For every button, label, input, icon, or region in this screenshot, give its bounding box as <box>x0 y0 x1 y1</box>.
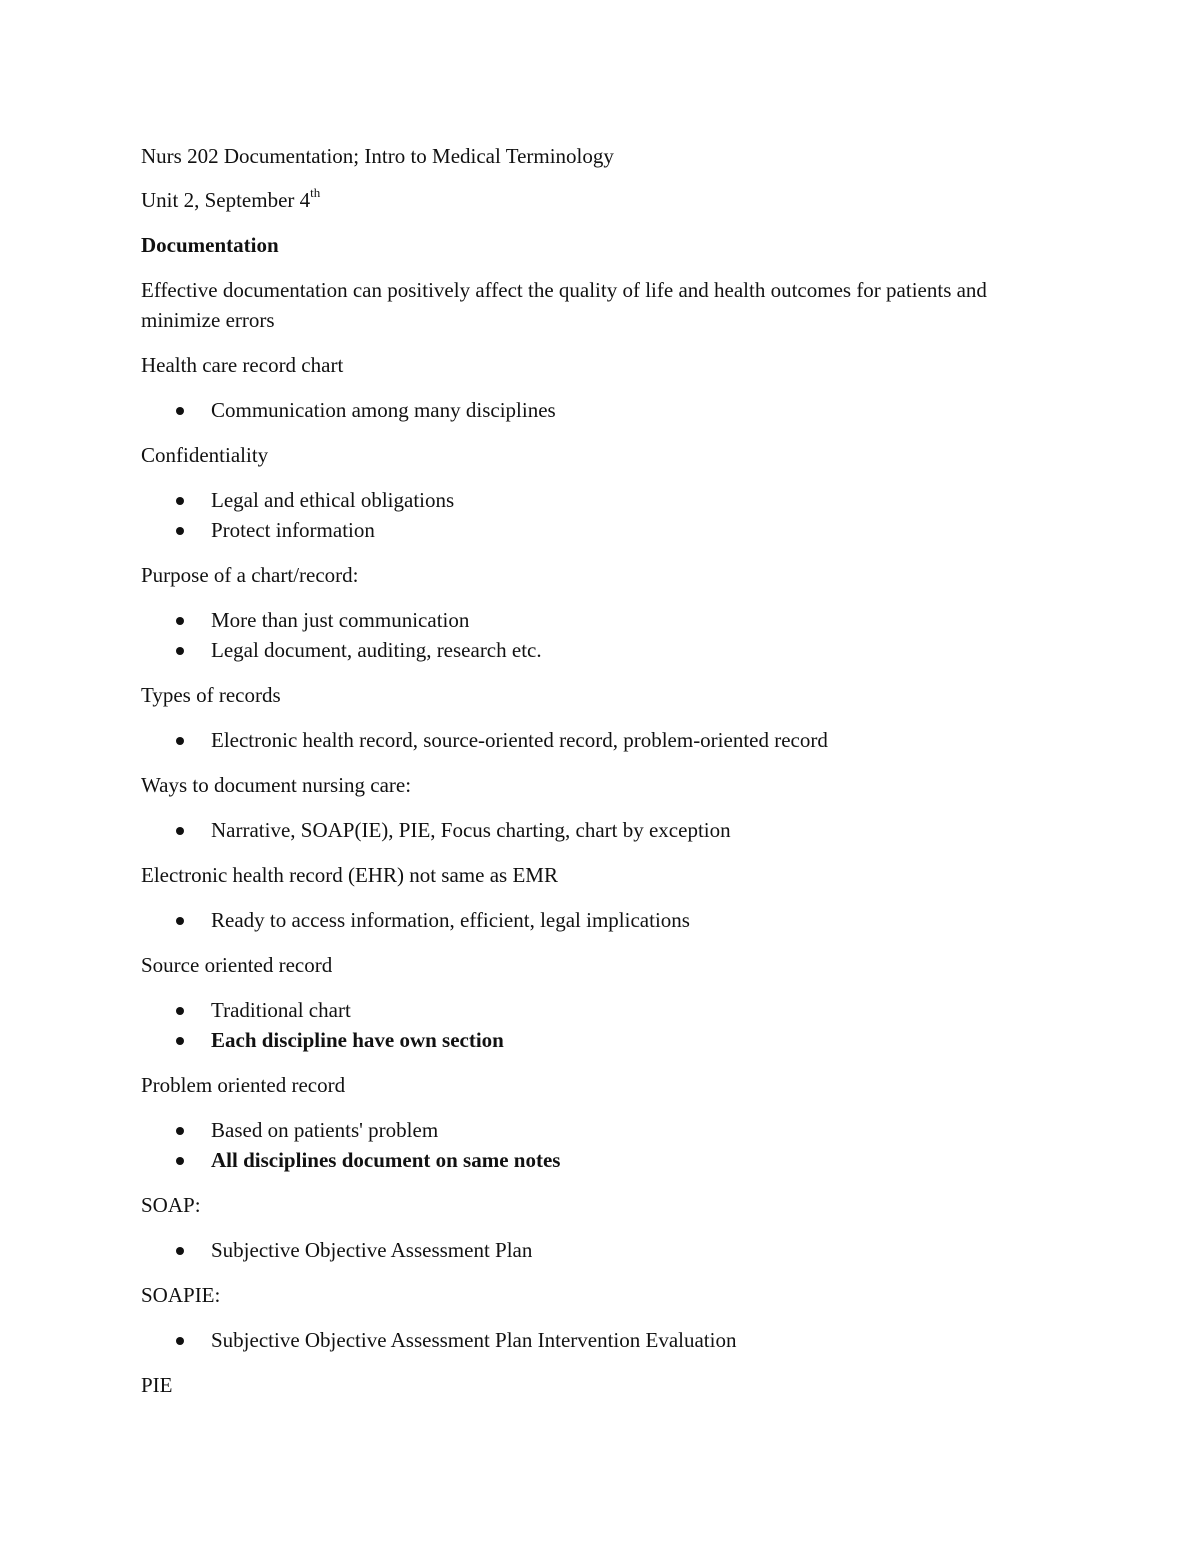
section-label: SOAP: <box>141 1193 201 1217</box>
list-item <box>141 725 1061 755</box>
bullet-icon <box>176 827 184 835</box>
bullet-list <box>141 905 1061 935</box>
list-item <box>141 1025 1061 1055</box>
bullet-icon <box>176 1037 184 1045</box>
section-label: Health care record chart <box>141 353 344 377</box>
bullet-list <box>141 395 1061 425</box>
intro-paragraph: Effective documentation can positively affect the quality of life and health outcomes for patients and minimize errors <box>141 278 987 332</box>
list-item-text: Subjective Objective Assessment Plan Intervention Evaluation <box>211 1328 737 1352</box>
bullet-icon <box>176 1127 184 1135</box>
bullet-list <box>141 725 1061 755</box>
list-item-text: More than just communication <box>211 608 470 632</box>
subtitle-superscript: th <box>310 185 321 200</box>
list-item-text: Protect information <box>211 518 375 542</box>
bullet-list <box>141 1235 1061 1265</box>
document-page <box>141 141 1061 1415</box>
bullet-list <box>141 1325 1061 1355</box>
sections-container <box>141 350 1061 1400</box>
bullet-list <box>141 1115 1061 1175</box>
section-label: PIE <box>141 1373 173 1397</box>
document-subtitle <box>141 185 1061 215</box>
list-item-text: Communication among many disciplines <box>211 398 556 422</box>
section-label: Electronic health record (EHR) not same as EMR <box>141 863 558 887</box>
section-heading: Documentation <box>141 233 279 257</box>
bullet-icon <box>176 407 184 415</box>
bullet-icon <box>176 617 184 625</box>
subtitle-text: Unit 2, September 4 <box>141 188 311 212</box>
list-item-text: Traditional chart <box>211 998 351 1022</box>
list-item-text: Each discipline have own section <box>211 1028 504 1052</box>
list-item <box>141 485 1061 515</box>
section-label: Types of records <box>141 683 281 707</box>
section-label: SOAPIE: <box>141 1283 221 1307</box>
bullet-icon <box>176 1007 184 1015</box>
list-item <box>141 1115 1061 1145</box>
list-item-text: Subjective Objective Assessment Plan <box>211 1238 533 1262</box>
bullet-icon <box>176 647 184 655</box>
list-item <box>141 1325 1061 1355</box>
section-label: Purpose of a chart/record: <box>141 563 359 587</box>
bullet-icon <box>176 1337 184 1345</box>
section-label: Problem oriented record <box>141 1073 346 1097</box>
list-item-text: Electronic health record, source-oriented record, problem-oriented record <box>211 728 828 752</box>
document-title: Nurs 202 Documentation; Intro to Medical Terminology <box>141 144 614 168</box>
list-item <box>141 815 1061 845</box>
list-item <box>141 605 1061 635</box>
list-item <box>141 905 1061 935</box>
list-item-text: Legal and ethical obligations <box>211 488 455 512</box>
bullet-icon <box>176 1247 184 1255</box>
list-item <box>141 1235 1061 1265</box>
list-item <box>141 995 1061 1025</box>
list-item <box>141 1145 1061 1175</box>
list-item <box>141 635 1061 665</box>
list-item-text: Based on patients' problem <box>211 1118 439 1142</box>
bullet-icon <box>176 527 184 535</box>
list-item <box>141 515 1061 545</box>
list-item-text: Ready to access information, efficient, legal implications <box>211 908 690 932</box>
bullet-list <box>141 485 1061 545</box>
section-label: Source oriented record <box>141 953 333 977</box>
bullet-icon <box>176 1157 184 1165</box>
list-item-text: Legal document, auditing, research etc. <box>211 638 542 662</box>
bullet-icon <box>176 917 184 925</box>
bullet-list <box>141 605 1061 665</box>
list-item-text: All disciplines document on same notes <box>211 1148 561 1172</box>
list-item <box>141 395 1061 425</box>
bullet-list <box>141 815 1061 845</box>
section-label: Confidentiality <box>141 443 269 467</box>
section-label: Ways to document nursing care: <box>141 773 412 797</box>
bullet-icon <box>176 737 184 745</box>
list-item-text: Narrative, SOAP(IE), PIE, Focus charting, chart by exception <box>211 818 731 842</box>
bullet-list <box>141 995 1061 1055</box>
bullet-icon <box>176 497 184 505</box>
